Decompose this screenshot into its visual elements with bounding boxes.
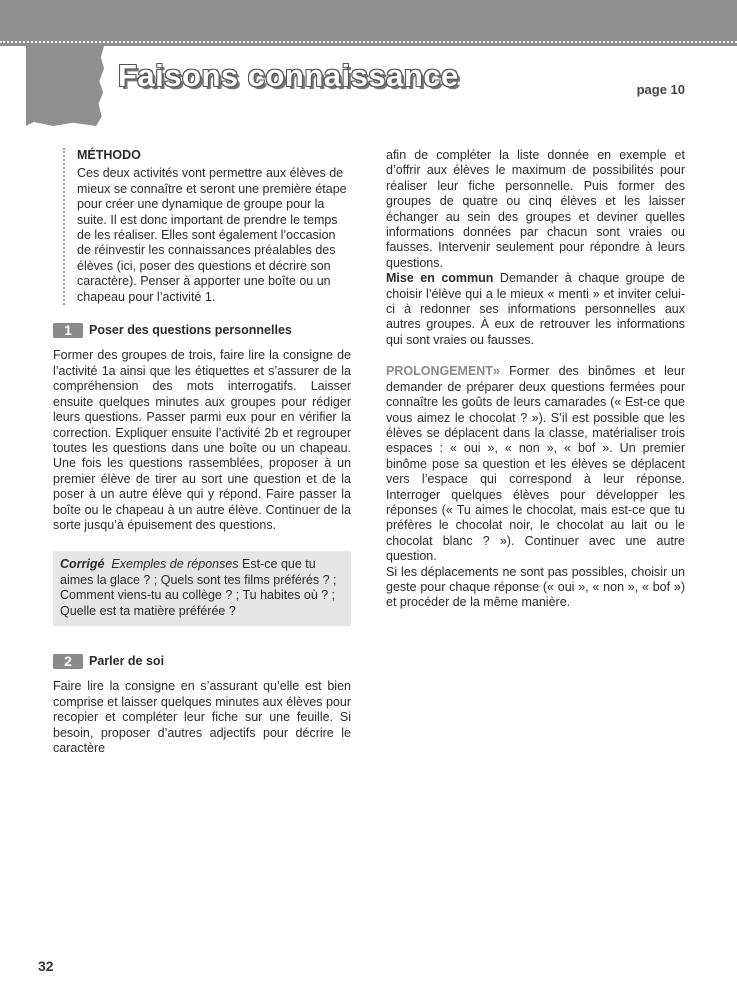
activity-2-number: 2 (53, 654, 83, 669)
brush-stroke-decoration (26, 46, 104, 126)
page-title: Faisons connaissance (118, 58, 459, 93)
double-chevron-icon: » (492, 364, 500, 379)
corrige-text (60, 557, 343, 619)
header-band (0, 0, 737, 46)
right-column (386, 148, 685, 611)
mise-en-commun-label: Mise en commun (386, 271, 494, 286)
activity-1-header (53, 323, 351, 338)
page-number: 32 (38, 958, 54, 974)
methodo-text: Ces deux activités vont permettre aux élèves de mieux se connaître et seront une première étape pour créer une dynamique de groupe pour la suite. Il est donc important de prendre le temps de les réaliser. Elles sont également l’occasion de réinvestir les connaissances préalables des élèves (ici, poser des questions et décrire son caractère). Penser à apporter une boîte ou un chapeau pour l’activité 1. (77, 166, 347, 304)
mise-en-commun-paragraph (386, 271, 685, 348)
activity-2-title: Parler de soi (89, 653, 165, 668)
corrige-subtitle: Exemples de réponses (111, 557, 239, 572)
methodo-title: MÉTHODO (77, 148, 141, 162)
final-text: Si les déplacements ne sont pas possibles, choisir un geste pour chaque réponse (« oui », « non », « bof ») et procéder de la même manière. (386, 564, 685, 610)
methodo-box (63, 148, 351, 305)
activity-2-header (53, 654, 351, 669)
prolongement-paragraph (386, 364, 685, 564)
corrige-label: Corrigé (60, 557, 105, 572)
prolongement-text: Former des binômes et leur demander de préparer deux questions fermées pour connaître les goûts de leurs camarades (« Est-ce que vous aimez le chocolat ? »). S’il est possible que les élèves se déplacent dans la classe, matérialiser trois espaces : « oui », « non », « bof ». Un premier binôme pose sa question et les élèves se déplacent vers l’espace qui correspond à leur réponse. Interroger quelques élèves pour développer les réponses (« Tu aimes le chocolat, mais est-ce que tu préfères le chocolat noir, le chocolat au lait ou le chocolat blanc ? »). Continuer avec une autre question. (386, 364, 685, 564)
page-reference: page 10 (636, 82, 685, 97)
activity-1-text: Former des groupes de trois, faire lire la consigne de l’activité 1a ainsi que les étiquettes et s’assurer de la compréhension des mots interrogatifs. Laisser ensuite quelques minutes aux groupes pour rédiger leurs questions. Passer parmi eux pour en vérifier la correction. Expliquer ensuite l’activité 2b et regrouper toutes les questions dans une boîte ou un chapeau. Une fois les questions rassemblées, proposer à un premier élève de tirer au sort une question et de la poser à un autre élève qui y répond. Faire passer la boîte ou le chapeau à un autre élève. Continuer de la sorte jusqu’à épuisement des questions. (53, 348, 351, 532)
continuation-text: afin de compléter la liste donnée en exemple et d’offrir aux élèves le maximum de possibilités pour réaliser leur fiche personnelle. Puis former des groupes de quatre ou cinq élèves et les laisser échanger au sein des groupes et deviner quelles informations données par chacun sont vraies ou fausses. Intervenir seulement pour répondre à leurs questions. (386, 148, 685, 270)
prolongement-label: PROLONGEMENT (386, 364, 493, 379)
activity-1-title: Poser des questions personnelles (89, 323, 292, 338)
left-column (53, 148, 351, 756)
activity-2-text: Faire lire la consigne en s’assurant qu’elle est bien comprise et laisser quelques minutes aux élèves pour recopier et compléter leur fiche sur une feuille. Si besoin, proposer d’autres adjectifs pour décrire le caractère (53, 679, 351, 755)
dotted-line (0, 41, 737, 43)
activity-1-number: 1 (53, 323, 83, 338)
mise-en-commun-text: Demander à chaque groupe de choisir l’élève qui a le mieux « menti » et inviter celui-ci à redonner ses informations personnelles aux autres groupes. À eux de retrouver les informations qui sont vraies ou fausses. (386, 271, 685, 347)
corrige-box (53, 551, 351, 626)
corrige-answers: Est-ce que tu aimes la glace ? ; Quels sont tes films préférés ? ; Comment viens-tu au collège ? ; Tu habites où ? ; Quelle est ta matière préférée ? (60, 557, 337, 618)
